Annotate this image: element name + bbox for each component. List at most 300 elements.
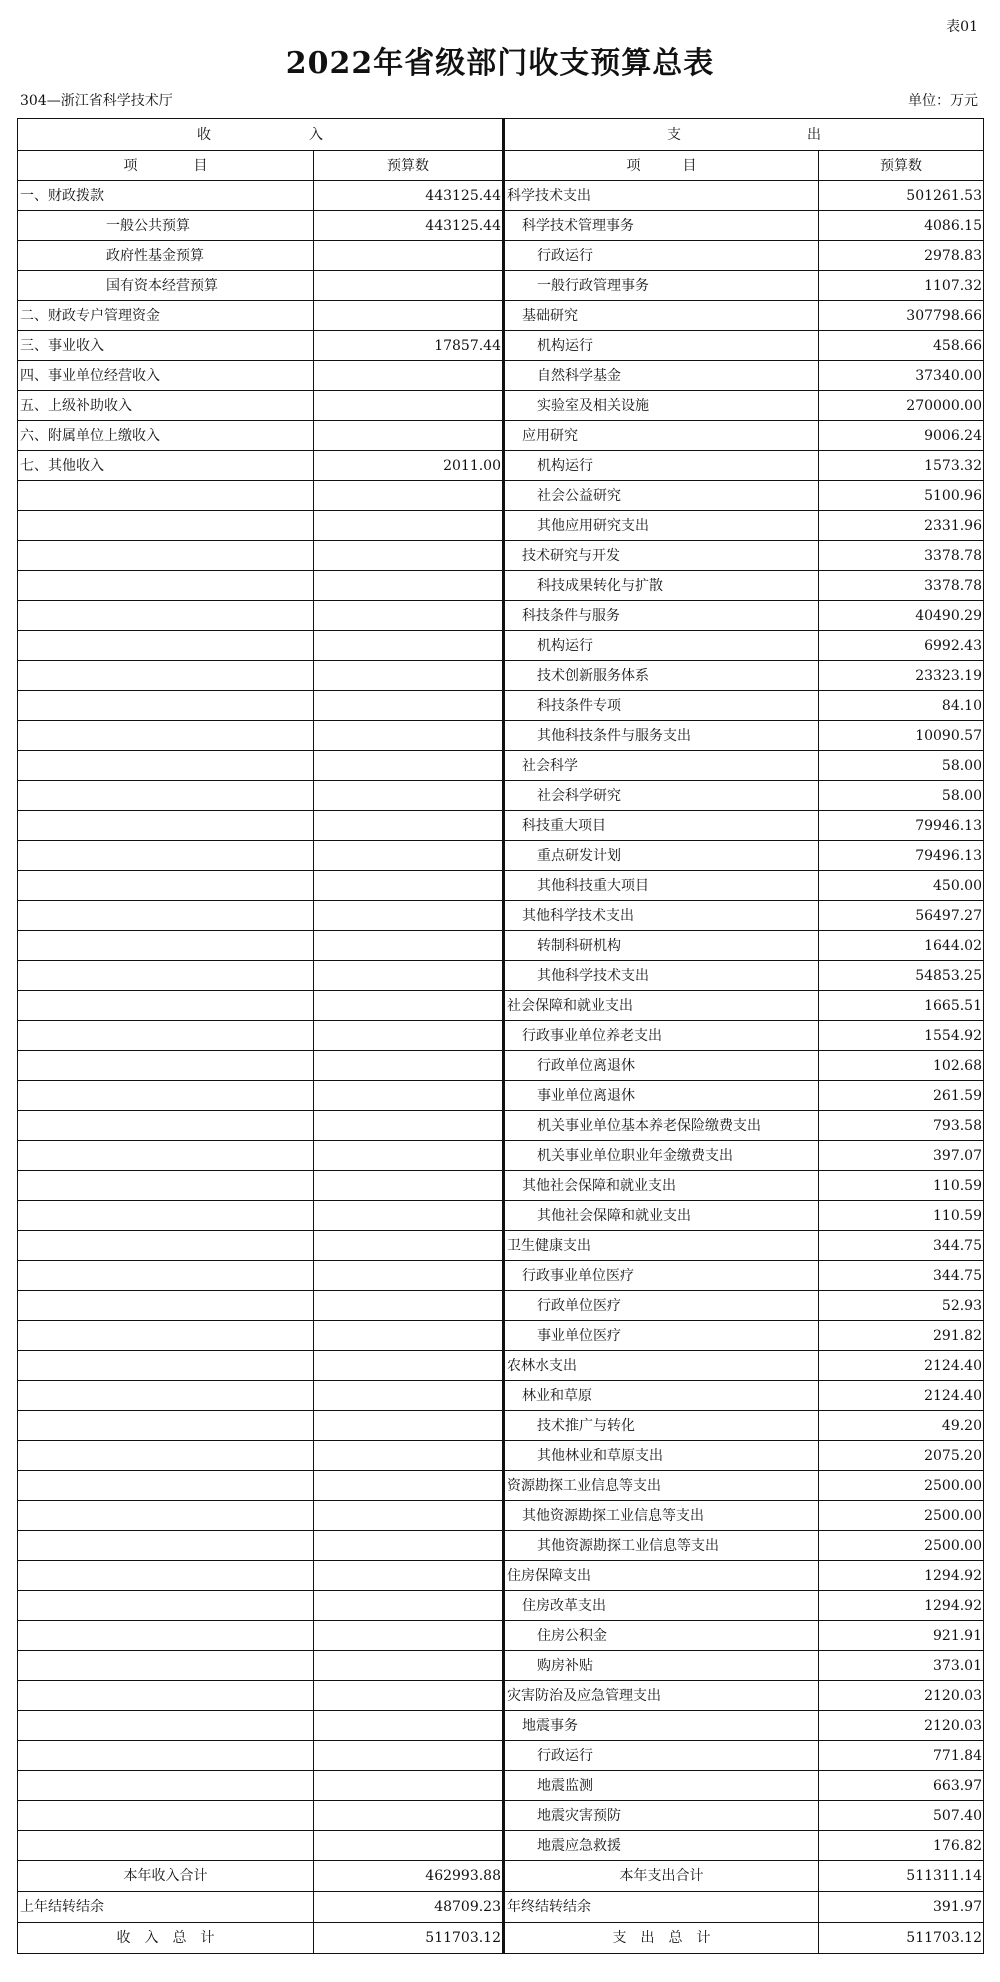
- income-item: 一、财政拨款: [18, 181, 314, 211]
- income-value: [314, 1081, 504, 1111]
- table-row: [18, 391, 984, 421]
- table-row: [18, 961, 984, 991]
- table-row: [18, 1411, 984, 1441]
- table-row: [18, 1471, 984, 1501]
- income-value: [314, 901, 504, 931]
- total-income-value: 48709.23: [314, 1892, 504, 1923]
- expense-item: 事业单位医疗: [504, 1321, 819, 1351]
- income-value: [314, 271, 504, 301]
- income-value: [314, 781, 504, 811]
- expense-item: 行政运行: [504, 241, 819, 271]
- income-value: [314, 1711, 504, 1741]
- expense-item-header: 项 目: [504, 151, 819, 181]
- income-item: [18, 1441, 314, 1471]
- income-value: 443125.44: [314, 211, 504, 241]
- income-item: [18, 1231, 314, 1261]
- income-item: [18, 1261, 314, 1291]
- income-item: [18, 1381, 314, 1411]
- expense-item: 其他资源勘探工业信息等支出: [504, 1531, 819, 1561]
- table-row: [18, 361, 984, 391]
- income-value: [314, 1321, 504, 1351]
- expense-item: 自然科学基金: [504, 361, 819, 391]
- income-item: [18, 811, 314, 841]
- expense-value: 6992.43: [819, 631, 984, 661]
- income-value: [314, 1051, 504, 1081]
- expense-item: 其他科技条件与服务支出: [504, 721, 819, 751]
- income-item: [18, 1591, 314, 1621]
- income-item: [18, 571, 314, 601]
- income-item: [18, 1471, 314, 1501]
- expense-value: 450.00: [819, 871, 984, 901]
- table-row: [18, 691, 984, 721]
- expense-value: 54853.25: [819, 961, 984, 991]
- income-value: [314, 1801, 504, 1831]
- expense-item: 社会科学: [504, 751, 819, 781]
- expense-item: 科学技术支出: [504, 181, 819, 211]
- table-row: [18, 211, 984, 241]
- expense-item: 行政事业单位养老支出: [504, 1021, 819, 1051]
- income-value: [314, 1411, 504, 1441]
- table-row: [18, 811, 984, 841]
- table-row: [18, 1831, 984, 1861]
- expense-value: 344.75: [819, 1231, 984, 1261]
- income-item: [18, 1351, 314, 1381]
- table-row: [18, 1531, 984, 1561]
- income-item: 政府性基金预算: [18, 241, 314, 271]
- table-row: [18, 1681, 984, 1711]
- income-item: [18, 541, 314, 571]
- expense-item: 实验室及相关设施: [504, 391, 819, 421]
- income-value: [314, 1291, 504, 1321]
- expense-item: 行政运行: [504, 1741, 819, 1771]
- income-value: [314, 691, 504, 721]
- expense-value: 458.66: [819, 331, 984, 361]
- expense-value: 3378.78: [819, 571, 984, 601]
- total-expense-label: 年终结转结余: [504, 1892, 819, 1923]
- income-item: [18, 1051, 314, 1081]
- expense-value: 58.00: [819, 751, 984, 781]
- expense-value: 507.40: [819, 1801, 984, 1831]
- expense-item: 灾害防治及应急管理支出: [504, 1681, 819, 1711]
- income-value: [314, 421, 504, 451]
- income-item: [18, 781, 314, 811]
- income-value: [314, 751, 504, 781]
- expense-value: 1294.92: [819, 1591, 984, 1621]
- total-income-value: 511703.12: [314, 1923, 504, 1954]
- expense-value: 921.91: [819, 1621, 984, 1651]
- expense-item: 资源勘探工业信息等支出: [504, 1471, 819, 1501]
- income-value: [314, 721, 504, 751]
- table-row: [18, 451, 984, 481]
- expense-value: 2500.00: [819, 1531, 984, 1561]
- total-expense-value: 511703.12: [819, 1923, 984, 1954]
- expense-value: 10090.57: [819, 721, 984, 751]
- income-item: [18, 1291, 314, 1321]
- income-item: [18, 1531, 314, 1561]
- total-expense-value: 511311.14: [819, 1861, 984, 1892]
- expense-item: 其他科技重大项目: [504, 871, 819, 901]
- header-row-columns: [18, 151, 984, 181]
- income-item: [18, 1651, 314, 1681]
- table-row: [18, 1501, 984, 1531]
- income-value: [314, 1381, 504, 1411]
- expense-value: 501261.53: [819, 181, 984, 211]
- income-value: [314, 391, 504, 421]
- expense-item: 住房改革支出: [504, 1591, 819, 1621]
- table-row: [18, 1381, 984, 1411]
- expense-item: 社会公益研究: [504, 481, 819, 511]
- expense-item: 行政单位医疗: [504, 1291, 819, 1321]
- expense-value: 2500.00: [819, 1471, 984, 1501]
- expense-item: 地震监测: [504, 1771, 819, 1801]
- expense-value: 1107.32: [819, 271, 984, 301]
- income-value: [314, 241, 504, 271]
- expense-value: 2978.83: [819, 241, 984, 271]
- table-row: [18, 301, 984, 331]
- total-expense-value: 391.97: [819, 1892, 984, 1923]
- expense-value: 291.82: [819, 1321, 984, 1351]
- expense-value: 2124.40: [819, 1381, 984, 1411]
- expense-item: 其他社会保障和就业支出: [504, 1201, 819, 1231]
- expense-value: 52.93: [819, 1291, 984, 1321]
- income-item-header: 项 目: [18, 151, 314, 181]
- expense-value: 2120.03: [819, 1681, 984, 1711]
- table-number: 表01: [946, 19, 978, 35]
- department-label: 304—浙江省科学技术厅: [20, 93, 173, 109]
- income-item: 七、其他收入: [18, 451, 314, 481]
- expense-item: 行政事业单位医疗: [504, 1261, 819, 1291]
- total-income-value: 462993.88: [314, 1861, 504, 1892]
- income-item: [18, 1621, 314, 1651]
- table-row: [18, 1801, 984, 1831]
- income-value: [314, 511, 504, 541]
- income-value: [314, 1201, 504, 1231]
- income-value: [314, 631, 504, 661]
- expense-value: 663.97: [819, 1771, 984, 1801]
- income-value: [314, 661, 504, 691]
- expense-item: 地震应急救援: [504, 1831, 819, 1861]
- grand-total-row: [18, 1923, 984, 1954]
- income-value: [314, 1681, 504, 1711]
- income-item: [18, 901, 314, 931]
- income-item: [18, 1711, 314, 1741]
- table-row: [18, 271, 984, 301]
- table-row: [18, 1261, 984, 1291]
- table-row: [18, 721, 984, 751]
- expense-value: 771.84: [819, 1741, 984, 1771]
- income-item: [18, 751, 314, 781]
- income-item: [18, 1771, 314, 1801]
- total-income-label: 上年结转结余: [18, 1892, 314, 1923]
- table-row: [18, 571, 984, 601]
- expense-value: 37340.00: [819, 361, 984, 391]
- expense-value: 110.59: [819, 1171, 984, 1201]
- expense-item: 地震灾害预防: [504, 1801, 819, 1831]
- expense-value: 56497.27: [819, 901, 984, 931]
- income-section-header: 收 入: [18, 119, 504, 151]
- table-row: [18, 661, 984, 691]
- expense-item: 科技重大项目: [504, 811, 819, 841]
- income-value: [314, 871, 504, 901]
- total-expense-label: 支 出 总 计: [504, 1923, 819, 1954]
- expense-item: 技术研究与开发: [504, 541, 819, 571]
- expense-item: 社会科学研究: [504, 781, 819, 811]
- table-row: [18, 1141, 984, 1171]
- income-value: [314, 571, 504, 601]
- income-item: [18, 1021, 314, 1051]
- table-row: [18, 751, 984, 781]
- table-row: [18, 1231, 984, 1261]
- year-total-row: [18, 1861, 984, 1892]
- expense-item: 卫生健康支出: [504, 1231, 819, 1261]
- expense-value: 4086.15: [819, 211, 984, 241]
- expense-value: 79496.13: [819, 841, 984, 871]
- expense-value: 261.59: [819, 1081, 984, 1111]
- table-row: [18, 1081, 984, 1111]
- income-item: [18, 991, 314, 1021]
- expense-item: 科技条件与服务: [504, 601, 819, 631]
- expense-value: 5100.96: [819, 481, 984, 511]
- expense-item: 机关事业单位基本养老保险缴费支出: [504, 1111, 819, 1141]
- table-row: [18, 331, 984, 361]
- table-row: [18, 901, 984, 931]
- expense-value: 2120.03: [819, 1711, 984, 1741]
- expense-item: 其他科学技术支出: [504, 961, 819, 991]
- expense-value: 344.75: [819, 1261, 984, 1291]
- income-value: [314, 991, 504, 1021]
- expense-value: 58.00: [819, 781, 984, 811]
- income-value: [314, 811, 504, 841]
- income-item: [18, 691, 314, 721]
- income-value: [314, 361, 504, 391]
- expense-item: 一般行政管理事务: [504, 271, 819, 301]
- table-row: [18, 1201, 984, 1231]
- income-item: [18, 1831, 314, 1861]
- expense-value: 270000.00: [819, 391, 984, 421]
- expense-item: 转制科研机构: [504, 931, 819, 961]
- table-row: [18, 991, 984, 1021]
- expense-item: 重点研发计划: [504, 841, 819, 871]
- income-value: [314, 1441, 504, 1471]
- table-row: [18, 1621, 984, 1651]
- expense-item: 技术创新服务体系: [504, 661, 819, 691]
- income-item: [18, 1111, 314, 1141]
- income-value: [314, 481, 504, 511]
- expense-value: 793.58: [819, 1111, 984, 1141]
- expense-item: 事业单位离退休: [504, 1081, 819, 1111]
- expense-value: 1644.02: [819, 931, 984, 961]
- table-row: [18, 241, 984, 271]
- income-item: 六、附属单位上缴收入: [18, 421, 314, 451]
- total-income-label: 本年收入合计: [18, 1861, 314, 1892]
- income-item: 一般公共预算: [18, 211, 314, 241]
- table-row: [18, 1351, 984, 1381]
- table-row: [18, 781, 984, 811]
- income-item: [18, 961, 314, 991]
- expense-item: 地震事务: [504, 1711, 819, 1741]
- expense-item: 机构运行: [504, 331, 819, 361]
- income-item: [18, 1201, 314, 1231]
- expense-value: 40490.29: [819, 601, 984, 631]
- table-row: [18, 841, 984, 871]
- income-value: [314, 1741, 504, 1771]
- expense-item: 科技成果转化与扩散: [504, 571, 819, 601]
- income-item: [18, 661, 314, 691]
- income-item: [18, 871, 314, 901]
- income-item: 五、上级补助收入: [18, 391, 314, 421]
- expense-item: 基础研究: [504, 301, 819, 331]
- table-row: [18, 631, 984, 661]
- income-item: [18, 631, 314, 661]
- balance-row: [18, 1892, 984, 1923]
- expense-item: 社会保障和就业支出: [504, 991, 819, 1021]
- expense-value: 23323.19: [819, 661, 984, 691]
- expense-item: 其他应用研究支出: [504, 511, 819, 541]
- income-value: [314, 931, 504, 961]
- table-row: [18, 541, 984, 571]
- expense-value: 84.10: [819, 691, 984, 721]
- table-row: [18, 871, 984, 901]
- income-value: [314, 541, 504, 571]
- income-value: [314, 841, 504, 871]
- expense-item: 林业和草原: [504, 1381, 819, 1411]
- unit-label: 单位：万元: [908, 93, 978, 109]
- expense-value: 397.07: [819, 1141, 984, 1171]
- income-value: 17857.44: [314, 331, 504, 361]
- income-value: [314, 961, 504, 991]
- expense-item: 应用研究: [504, 421, 819, 451]
- table-row: [18, 511, 984, 541]
- income-value: 2011.00: [314, 451, 504, 481]
- table-row: [18, 1591, 984, 1621]
- income-item: [18, 511, 314, 541]
- expense-budget-header: 预算数: [819, 151, 984, 181]
- expense-value: 307798.66: [819, 301, 984, 331]
- income-value: [314, 1831, 504, 1861]
- expense-item: 技术推广与转化: [504, 1411, 819, 1441]
- table-row: [18, 1441, 984, 1471]
- income-value: [314, 1531, 504, 1561]
- expense-item: 行政单位离退休: [504, 1051, 819, 1081]
- table-row: [18, 1741, 984, 1771]
- income-value: [314, 1561, 504, 1591]
- expense-value: 1665.51: [819, 991, 984, 1021]
- income-item: [18, 1681, 314, 1711]
- income-value: [314, 1261, 504, 1291]
- expense-item: 机构运行: [504, 631, 819, 661]
- expense-value: 102.68: [819, 1051, 984, 1081]
- income-value: [314, 1651, 504, 1681]
- table-row: [18, 1651, 984, 1681]
- table-row: [18, 1021, 984, 1051]
- income-item: [18, 721, 314, 751]
- income-value: [314, 1231, 504, 1261]
- total-expense-label: 本年支出合计: [504, 1861, 819, 1892]
- expense-value: 1294.92: [819, 1561, 984, 1591]
- header-row-sections: [18, 119, 984, 151]
- income-value: [314, 1171, 504, 1201]
- income-item: [18, 1561, 314, 1591]
- expense-value: 1554.92: [819, 1021, 984, 1051]
- income-value: [314, 1141, 504, 1171]
- income-value: [314, 1471, 504, 1501]
- table-row: [18, 1561, 984, 1591]
- total-income-label: 收 入 总 计: [18, 1923, 314, 1954]
- income-item: [18, 1321, 314, 1351]
- expense-value: 2331.96: [819, 511, 984, 541]
- income-value: [314, 1501, 504, 1531]
- expense-value: 2124.40: [819, 1351, 984, 1381]
- expense-item: 农林水支出: [504, 1351, 819, 1381]
- income-item: [18, 931, 314, 961]
- table-row: [18, 1291, 984, 1321]
- expense-value: 9006.24: [819, 421, 984, 451]
- expense-item: 住房保障支出: [504, 1561, 819, 1591]
- table-row: [18, 181, 984, 211]
- income-item: 四、事业单位经营收入: [18, 361, 314, 391]
- table-row: [18, 1711, 984, 1741]
- expense-item: 机关事业单位职业年金缴费支出: [504, 1141, 819, 1171]
- table-row: [18, 1111, 984, 1141]
- income-item: [18, 481, 314, 511]
- table-row: [18, 1171, 984, 1201]
- expense-item: 其他科学技术支出: [504, 901, 819, 931]
- income-value: [314, 601, 504, 631]
- income-budget-header: 预算数: [314, 151, 504, 181]
- expense-item: 其他资源勘探工业信息等支出: [504, 1501, 819, 1531]
- expense-value: 3378.78: [819, 541, 984, 571]
- table-row: [18, 1051, 984, 1081]
- expense-value: 49.20: [819, 1411, 984, 1441]
- income-item: [18, 1741, 314, 1771]
- page-title: 2022年省级部门收支预算总表: [285, 46, 715, 81]
- table-row: [18, 481, 984, 511]
- income-item: 国有资本经营预算: [18, 271, 314, 301]
- expense-item: 科学技术管理事务: [504, 211, 819, 241]
- expense-item: 住房公积金: [504, 1621, 819, 1651]
- income-item: [18, 1081, 314, 1111]
- expense-section-header: 支 出: [504, 119, 984, 151]
- income-item: [18, 601, 314, 631]
- table-row: [18, 601, 984, 631]
- income-item: [18, 1171, 314, 1201]
- expense-value: 176.82: [819, 1831, 984, 1861]
- income-value: [314, 1351, 504, 1381]
- expense-value: 110.59: [819, 1201, 984, 1231]
- income-item: [18, 1501, 314, 1531]
- expense-value: 79946.13: [819, 811, 984, 841]
- income-value: [314, 1021, 504, 1051]
- budget-table: [17, 118, 984, 1954]
- income-value: 443125.44: [314, 181, 504, 211]
- income-value: [314, 301, 504, 331]
- income-value: [314, 1111, 504, 1141]
- table-row: [18, 1771, 984, 1801]
- income-item: [18, 1141, 314, 1171]
- income-value: [314, 1771, 504, 1801]
- table-row: [18, 421, 984, 451]
- expense-value: 2500.00: [819, 1501, 984, 1531]
- income-item: [18, 1411, 314, 1441]
- income-value: [314, 1591, 504, 1621]
- expense-value: 373.01: [819, 1651, 984, 1681]
- income-item: [18, 1801, 314, 1831]
- table-row: [18, 1321, 984, 1351]
- income-item: [18, 841, 314, 871]
- expense-item: 购房补贴: [504, 1651, 819, 1681]
- table-row: [18, 931, 984, 961]
- income-item: 三、事业收入: [18, 331, 314, 361]
